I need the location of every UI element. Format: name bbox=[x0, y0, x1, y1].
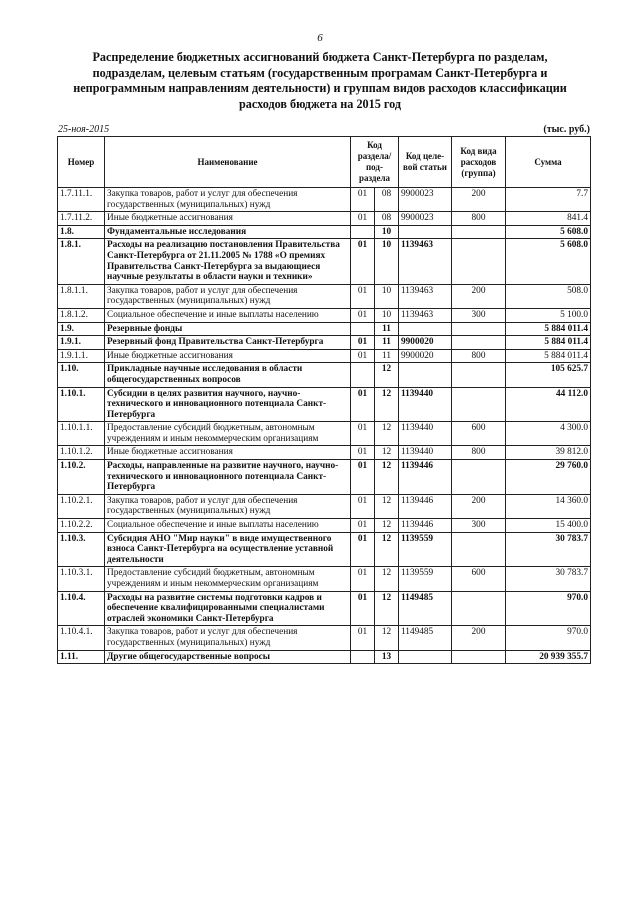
row-subsection-code: 12 bbox=[375, 532, 399, 567]
row-section-code: 01 bbox=[351, 591, 375, 626]
row-name: Социальное обеспечение и иные выплаты населению bbox=[105, 519, 351, 533]
row-name: Иные бюджетные ассигнования bbox=[105, 212, 351, 226]
row-subsection-code: 12 bbox=[375, 494, 399, 518]
row-subsection-code: 12 bbox=[375, 591, 399, 626]
row-number: 1.8.1.1. bbox=[58, 284, 105, 308]
row-target-code: 1149485 bbox=[399, 591, 452, 626]
row-name: Предоставление субсидий бюджетным, автономным учреждениям и иным некоммерческим организациям bbox=[105, 422, 351, 446]
row-expense-type bbox=[452, 591, 506, 626]
table-row bbox=[58, 363, 591, 387]
row-expense-type bbox=[452, 363, 506, 387]
table-row bbox=[58, 387, 591, 422]
row-expense-type bbox=[452, 650, 506, 664]
units-label: (тыс. руб.) bbox=[543, 124, 590, 135]
row-number: 1.9.1.1. bbox=[58, 349, 105, 363]
row-subsection-code: 12 bbox=[375, 567, 399, 591]
row-amount: 44 112.0 bbox=[506, 387, 591, 422]
row-name: Предоставление субсидий бюджетным, автономным учреждениям и иным некоммерческим организациям bbox=[105, 567, 351, 591]
table-row bbox=[58, 494, 591, 518]
row-number: 1.10. bbox=[58, 363, 105, 387]
row-amount: 105 625.7 bbox=[506, 363, 591, 387]
row-target-code: 1139463 bbox=[399, 239, 452, 284]
row-subsection-code: 10 bbox=[375, 308, 399, 322]
table-row bbox=[58, 626, 591, 650]
row-subsection-code: 10 bbox=[375, 239, 399, 284]
table-row bbox=[58, 308, 591, 322]
table-row bbox=[58, 519, 591, 533]
row-number: 1.8.1.2. bbox=[58, 308, 105, 322]
row-name: Закупка товаров, работ и услуг для обеспечения государственных (муниципальных) нужд bbox=[105, 626, 351, 650]
row-amount: 970.0 bbox=[506, 626, 591, 650]
row-target-code: 1139463 bbox=[399, 308, 452, 322]
row-subsection-code: 12 bbox=[375, 363, 399, 387]
row-number: 1.8. bbox=[58, 225, 105, 239]
row-section-code: 01 bbox=[351, 188, 375, 212]
row-amount: 39 812.0 bbox=[506, 446, 591, 460]
row-number: 1.11. bbox=[58, 650, 105, 664]
row-name: Социальное обеспечение и иные выплаты населению bbox=[105, 308, 351, 322]
row-subsection-code: 12 bbox=[375, 626, 399, 650]
row-target-code: 1139440 bbox=[399, 422, 452, 446]
row-section-code: 01 bbox=[351, 494, 375, 518]
table-row bbox=[58, 446, 591, 460]
row-subsection-code: 11 bbox=[375, 322, 399, 336]
row-name: Другие общегосударственные вопросы bbox=[105, 650, 351, 664]
row-amount: 5 608.0 bbox=[506, 225, 591, 239]
row-expense-type bbox=[452, 225, 506, 239]
row-target-code: 1149485 bbox=[399, 626, 452, 650]
row-section-code: 01 bbox=[351, 422, 375, 446]
row-name: Расходы на развитие системы подготовки кадров и обеспечение квалифицированными специалистами отраслей экономики Санкт-Петербурга bbox=[105, 591, 351, 626]
row-target-code: 9900020 bbox=[399, 336, 452, 350]
row-number: 1.7.11.2. bbox=[58, 212, 105, 226]
row-section-code: 01 bbox=[351, 519, 375, 533]
row-number: 1.10.1.1. bbox=[58, 422, 105, 446]
row-target-code: 9900020 bbox=[399, 349, 452, 363]
row-section-code: 01 bbox=[351, 349, 375, 363]
table-row bbox=[58, 422, 591, 446]
table-body bbox=[58, 188, 591, 664]
row-section-code: 01 bbox=[351, 239, 375, 284]
row-expense-type: 200 bbox=[452, 494, 506, 518]
table-row bbox=[58, 349, 591, 363]
row-number: 1.8.1. bbox=[58, 239, 105, 284]
row-expense-type: 600 bbox=[452, 422, 506, 446]
row-name: Закупка товаров, работ и услуг для обеспечения государственных (муниципальных) нужд bbox=[105, 284, 351, 308]
row-name: Субсидия АНО "Мир науки" в виде имущественного взноса Санкт-Петербурга на осуществление уставной деятельности bbox=[105, 532, 351, 567]
row-section-code: 01 bbox=[351, 387, 375, 422]
row-target-code bbox=[399, 363, 452, 387]
table-row bbox=[58, 460, 591, 495]
row-name: Иные бюджетные ассигнования bbox=[105, 446, 351, 460]
row-subsection-code: 11 bbox=[375, 336, 399, 350]
row-expense-type bbox=[452, 532, 506, 567]
row-section-code: 01 bbox=[351, 284, 375, 308]
row-amount: 5 884 011.4 bbox=[506, 322, 591, 336]
table-row bbox=[58, 650, 591, 664]
row-expense-type: 200 bbox=[452, 626, 506, 650]
row-section-code bbox=[351, 363, 375, 387]
row-section-code: 01 bbox=[351, 626, 375, 650]
row-subsection-code: 08 bbox=[375, 212, 399, 226]
row-target-code: 1139446 bbox=[399, 494, 452, 518]
row-amount: 14 360.0 bbox=[506, 494, 591, 518]
row-number: 1.10.2. bbox=[58, 460, 105, 495]
row-name: Иные бюджетные ассигнования bbox=[105, 349, 351, 363]
row-amount: 5 884 011.4 bbox=[506, 336, 591, 350]
row-name: Резервные фонды bbox=[105, 322, 351, 336]
row-subsection-code: 11 bbox=[375, 349, 399, 363]
row-name: Закупка товаров, работ и услуг для обеспечения государственных (муниципальных) нужд bbox=[105, 188, 351, 212]
row-expense-type: 600 bbox=[452, 567, 506, 591]
row-number: 1.10.1. bbox=[58, 387, 105, 422]
row-number: 1.10.2.1. bbox=[58, 494, 105, 518]
row-target-code: 1139446 bbox=[399, 460, 452, 495]
table-row bbox=[58, 188, 591, 212]
header-expense-type-code: Код вида расходов (группа) bbox=[452, 137, 506, 188]
row-amount: 5 884 011.4 bbox=[506, 349, 591, 363]
row-number: 1.10.3. bbox=[58, 532, 105, 567]
row-amount: 970.0 bbox=[506, 591, 591, 626]
header-number: Номер bbox=[58, 137, 105, 188]
row-expense-type: 800 bbox=[452, 349, 506, 363]
row-amount: 7.7 bbox=[506, 188, 591, 212]
row-section-code bbox=[351, 225, 375, 239]
row-target-code: 9900023 bbox=[399, 212, 452, 226]
row-name: Расходы на реализацию постановления Правительства Санкт-Петербурга от 21.11.2005 № 1788 «О премиях Правительства Санкт-Петербурга за выдающиеся научные результаты в области науки и техники» bbox=[105, 239, 351, 284]
budget-table bbox=[57, 136, 591, 664]
table-header-row bbox=[58, 137, 591, 188]
row-number: 1.7.11.1. bbox=[58, 188, 105, 212]
row-subsection-code: 13 bbox=[375, 650, 399, 664]
row-name: Субсидии в целях развития научного, научно-технического и инновационного потенциала Санкт-Петербурга bbox=[105, 387, 351, 422]
table-row bbox=[58, 336, 591, 350]
row-expense-type: 200 bbox=[452, 188, 506, 212]
row-subsection-code: 12 bbox=[375, 460, 399, 495]
row-expense-type bbox=[452, 239, 506, 284]
row-name: Прикладные научные исследования в области общегосударственных вопросов bbox=[105, 363, 351, 387]
row-subsection-code: 12 bbox=[375, 387, 399, 422]
table-row bbox=[58, 225, 591, 239]
header-target-code: Код целе-вой статьи bbox=[399, 137, 452, 188]
header-amount: Сумма bbox=[506, 137, 591, 188]
row-amount: 5 608.0 bbox=[506, 239, 591, 284]
document-title: Распределение бюджетных ассигнований бюджета Санкт-Петербурга по разделам, подразделам, целевым статьям (государственным програмам Санкт-Петербурга и непрограммным направлениям деятельности) и группам видов расходов классификации расходов бюджета на 2015 год bbox=[73, 50, 567, 111]
row-amount: 30 783.7 bbox=[506, 567, 591, 591]
row-name: Резервный фонд Правительства Санкт-Петербурга bbox=[105, 336, 351, 350]
row-section-code: 01 bbox=[351, 446, 375, 460]
table-row bbox=[58, 239, 591, 284]
page-number: 6 bbox=[317, 32, 323, 44]
row-name: Расходы, направленные на развитие научного, научно-технического и инновационного потенциала Санкт-Петербурга bbox=[105, 460, 351, 495]
row-number: 1.10.1.2. bbox=[58, 446, 105, 460]
row-target-code: 1139559 bbox=[399, 532, 452, 567]
table-row bbox=[58, 532, 591, 567]
row-name: Закупка товаров, работ и услуг для обеспечения государственных (муниципальных) нужд bbox=[105, 494, 351, 518]
row-subsection-code: 10 bbox=[375, 284, 399, 308]
row-expense-type bbox=[452, 460, 506, 495]
row-expense-type bbox=[452, 322, 506, 336]
row-section-code: 01 bbox=[351, 336, 375, 350]
row-expense-type: 200 bbox=[452, 284, 506, 308]
row-expense-type bbox=[452, 387, 506, 422]
row-target-code bbox=[399, 650, 452, 664]
row-section-code: 01 bbox=[351, 532, 375, 567]
row-number: 1.10.4. bbox=[58, 591, 105, 626]
row-number: 1.10.2.2. bbox=[58, 519, 105, 533]
row-subsection-code: 12 bbox=[375, 422, 399, 446]
row-expense-type: 800 bbox=[452, 446, 506, 460]
row-amount: 5 100.0 bbox=[506, 308, 591, 322]
row-section-code: 01 bbox=[351, 212, 375, 226]
row-expense-type bbox=[452, 336, 506, 350]
table-row bbox=[58, 567, 591, 591]
row-amount: 4 300.0 bbox=[506, 422, 591, 446]
row-target-code bbox=[399, 322, 452, 336]
row-section-code: 01 bbox=[351, 308, 375, 322]
row-amount: 30 783.7 bbox=[506, 532, 591, 567]
row-target-code: 9900023 bbox=[399, 188, 452, 212]
row-amount: 29 760.0 bbox=[506, 460, 591, 495]
row-amount: 841.4 bbox=[506, 212, 591, 226]
table-row bbox=[58, 212, 591, 226]
row-section-code: 01 bbox=[351, 460, 375, 495]
row-amount: 508.0 bbox=[506, 284, 591, 308]
row-target-code: 1139446 bbox=[399, 519, 452, 533]
row-expense-type: 800 bbox=[452, 212, 506, 226]
header-name: Наименование bbox=[105, 137, 351, 188]
row-section-code: 01 bbox=[351, 567, 375, 591]
table-row bbox=[58, 284, 591, 308]
row-subsection-code: 10 bbox=[375, 225, 399, 239]
row-expense-type: 300 bbox=[452, 519, 506, 533]
row-section-code bbox=[351, 650, 375, 664]
row-amount: 15 400.0 bbox=[506, 519, 591, 533]
row-target-code bbox=[399, 225, 452, 239]
row-target-code: 1139559 bbox=[399, 567, 452, 591]
table-row bbox=[58, 591, 591, 626]
row-subsection-code: 12 bbox=[375, 519, 399, 533]
row-number: 1.9.1. bbox=[58, 336, 105, 350]
row-number: 1.10.3.1. bbox=[58, 567, 105, 591]
row-target-code: 1139440 bbox=[399, 446, 452, 460]
table-row bbox=[58, 322, 591, 336]
row-number: 1.10.4.1. bbox=[58, 626, 105, 650]
header-section-code: Код раздела/ под-раздела bbox=[351, 137, 399, 188]
document-date: 25-ноя-2015 bbox=[58, 124, 110, 135]
row-section-code bbox=[351, 322, 375, 336]
row-number: 1.9. bbox=[58, 322, 105, 336]
row-target-code: 1139440 bbox=[399, 387, 452, 422]
row-expense-type: 300 bbox=[452, 308, 506, 322]
row-target-code: 1139463 bbox=[399, 284, 452, 308]
row-name: Фундаментальные исследования bbox=[105, 225, 351, 239]
row-amount: 20 939 355.7 bbox=[506, 650, 591, 664]
row-subsection-code: 12 bbox=[375, 446, 399, 460]
row-subsection-code: 08 bbox=[375, 188, 399, 212]
